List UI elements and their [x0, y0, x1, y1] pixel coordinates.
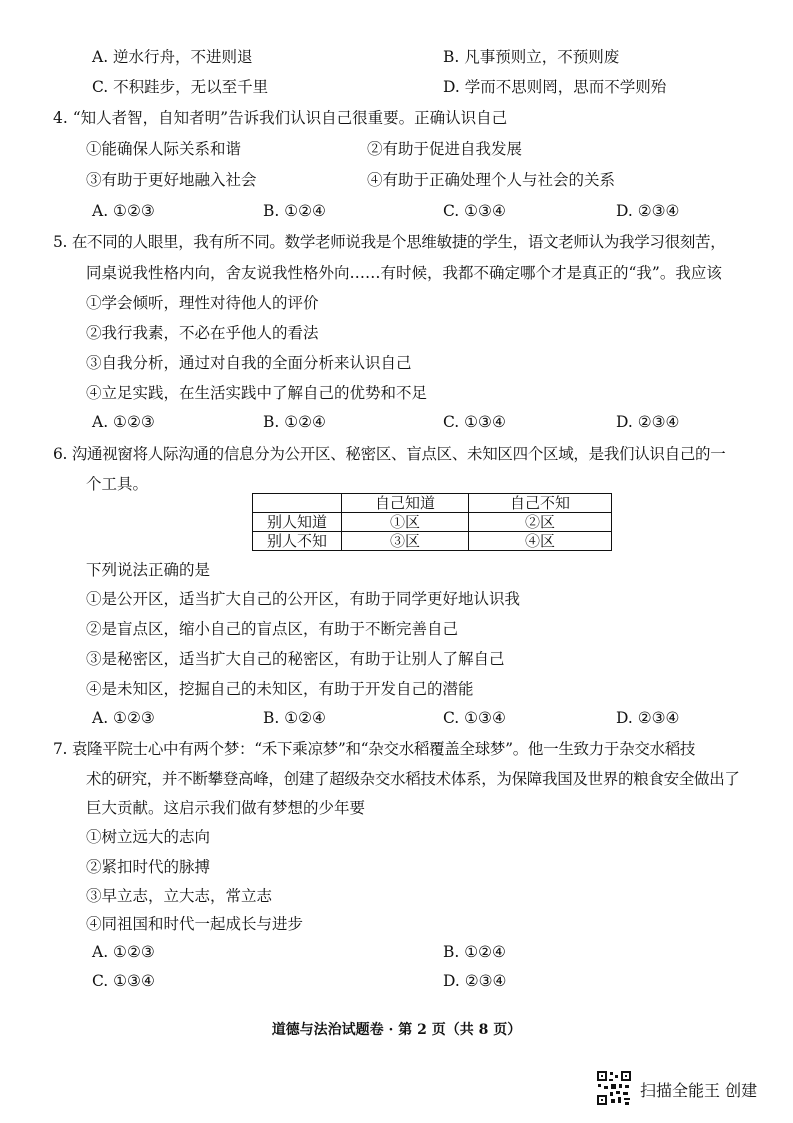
page-footer: 道德与法治试题卷 · 第 2 页（共 8 页）: [271, 1022, 522, 1038]
q5-option-a: A. ①②③: [92, 413, 155, 431]
q5-statement-4: ④立足实践，在生活实践中了解自己的优势和不足: [86, 384, 428, 402]
q4-option-c: C. ①③④: [443, 202, 506, 220]
q6-stem-line-2: 个工具。: [86, 475, 149, 493]
q6-statement-3: ③是秘密区，适当扩大自己的秘密区，有助于让别人了解自己: [86, 650, 505, 668]
table-row: [253, 532, 612, 551]
q3-option-c: C. 不积跬步，无以至千里: [92, 78, 269, 96]
q5-option-c: C. ①③④: [443, 413, 506, 431]
q3-option-b: B. 凡事预则立，不预则废: [443, 48, 620, 66]
q3-option-d: D. 学而不思则罔，思而不学则殆: [443, 78, 667, 96]
q6-prompt: 下列说法正确的是: [86, 561, 211, 579]
q5-option-d: D. ②③④: [616, 413, 680, 431]
table-cell: ④区: [469, 532, 612, 551]
q4-option-a: A. ①②③: [92, 202, 155, 220]
qr-code-icon: [596, 1070, 632, 1106]
q7-option-a: A. ①②③: [92, 943, 155, 961]
q7-option-d: D. ②③④: [443, 972, 507, 990]
q7-statement-4: ④同祖国和时代一起成长与进步: [86, 915, 304, 933]
table-header-row: [253, 494, 612, 513]
q5-stem-line-2: 同桌说我性格内向，舍友说我性格外向……有时候，我都不确定哪个才是真正的“我”。我应该: [86, 264, 722, 282]
table-header-cell: 自己知道: [342, 494, 469, 513]
q4-statement-4: ④有助于正确处理个人与社会的关系: [367, 171, 616, 189]
q5-statement-3: ③自我分析，通过对自我的全面分析来认识自己: [86, 354, 412, 372]
table-row: [253, 513, 612, 532]
q6-option-b: B. ①②④: [263, 709, 326, 727]
q4-statement-3: ③有助于更好地融入社会: [86, 171, 257, 189]
q4-stem: 4. “知人者智，自知者明”告诉我们认识自己很重要。正确认识自己: [53, 109, 508, 127]
q5-stem-line-1: 5. 在不同的人眼里，我有所不同。数学老师说我是个思维敏捷的学生，语文老师认为我学习很刻苦，: [53, 233, 726, 251]
table-cell: ①区: [342, 513, 469, 532]
q7-statement-3: ③早立志，立大志，常立志: [86, 887, 273, 905]
q4-statement-1: ①能确保人际关系和谐: [86, 140, 242, 158]
q6-option-c: C. ①③④: [443, 709, 506, 727]
q6-option-a: A. ①②③: [92, 709, 155, 727]
q6-stem-line-1: 6. 沟通视窗将人际沟通的信息分为公开区、秘密区、盲点区、未知区四个区域，是我们认识自己的一: [53, 445, 726, 463]
table-cell: 别人知道: [253, 513, 342, 532]
q5-option-b: B. ①②④: [263, 413, 326, 431]
table-cell: ②区: [469, 513, 612, 532]
q6-statement-2: ②是盲点区，缩小自己的盲点区，有助于不断完善自己: [86, 620, 459, 638]
q7-option-c: C. ①③④: [92, 972, 155, 990]
q5-statement-1: ①学会倾听，理性对待他人的评价: [86, 294, 319, 312]
q6-statement-1: ①是公开区，适当扩大自己的公开区，有助于同学更好地认识我: [86, 590, 521, 608]
scanner-brand-label: 扫描全能王 创建: [640, 1081, 758, 1100]
johari-window-table: [252, 493, 612, 551]
table-header-cell: [253, 494, 342, 513]
q7-statement-1: ①树立远大的志向: [86, 828, 211, 846]
q4-option-b: B. ①②④: [263, 202, 326, 220]
q3-option-a: A. 逆水行舟，不进则退: [92, 48, 253, 66]
q4-statement-2: ②有助于促进自我发展: [367, 140, 523, 158]
q6-option-d: D. ②③④: [616, 709, 680, 727]
q5-statement-2: ②我行我素，不必在乎他人的看法: [86, 324, 319, 342]
q7-statement-2: ②紧扣时代的脉搏: [86, 858, 211, 876]
q7-stem-line-3: 巨大贡献。这启示我们做有梦想的少年要: [86, 799, 366, 817]
q7-option-b: B. ①②④: [443, 943, 506, 961]
q7-stem-line-1: 7. 袁隆平院士心中有两个梦：“禾下乘凉梦”和“杂交水稻覆盖全球梦”。他一生致力于杂交水稻技: [53, 740, 696, 758]
table-header-cell: 自己不知: [469, 494, 612, 513]
q7-stem-line-2: 术的研究，并不断攀登高峰，创建了超级杂交水稻技术体系，为保障我国及世界的粮食安全做出了: [86, 770, 740, 788]
q6-statement-4: ④是未知区，挖掘自己的未知区，有助于开发自己的潜能: [86, 680, 474, 698]
q4-option-d: D. ②③④: [616, 202, 680, 220]
table-cell: ③区: [342, 532, 469, 551]
table-cell: 别人不知: [253, 532, 342, 551]
